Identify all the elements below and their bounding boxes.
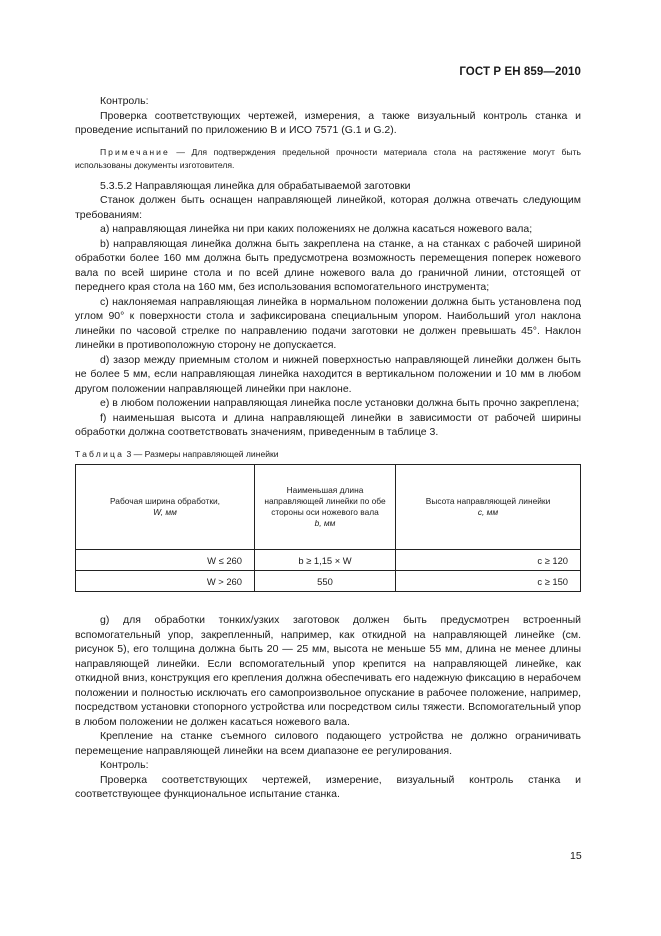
requirement-a: a) направляющая линейка ни при каких положениях не должна касаться ножевого вала;: [100, 223, 533, 235]
requirement-b: b) направляющая линейка должна быть закреплена на станке, а на станках с рабочей шириной обработки более 160 мм должна быть предусмотрена возможность перемещения поперек ножевого вала по всей ширине стола и по всей длине ножевого вала до граничной линии, отстоящей от переднего края стола на 160 мм, без использования вспомогательного инструмента;: [75, 237, 581, 293]
note: [75, 146, 581, 172]
requirement-c: c) наклоняемая направляющая линейка в нормальном положении должна быть установлена под углом 90° к поверхности стола и зафиксирована специальным упором. Наибольший угол наклона линейки по часовой стрелке по направлению подачи заготовки не должен превышать 45°. Наклон линейки в противоположную сторону не допускается.: [75, 295, 581, 351]
requirement-d: d) зазор между приемным столом и нижней поверхностью направляющей линейки должен быть не более 5 мм, если направляющая линейка находится в вертикальном положении и 10 мм в любом другом положении направляющей линейки при наклоне.: [75, 353, 581, 395]
cell-width: W ≤ 260: [76, 550, 255, 571]
cell-length: b ≥ 1,15 × W: [255, 550, 396, 571]
header-working-width: Рабочая ширина обработки, W, мм: [76, 465, 255, 550]
requirement-f: f) наименьшая высота и длина направляющей линейки в зависимости от рабочей ширины обработки должна соответствовать значениям, приведенным в таблице 3.: [75, 411, 581, 438]
cell-width: W > 260: [76, 571, 255, 592]
feed-unit-paragraph: Крепление на станке съемного силового подающего устройства не должно ограничивать перемещение направляющей линейки на всем диапазоне ее регулирования.: [75, 730, 581, 757]
note-text: — Для подтверждения предельной прочности материала стола на растяжение могут быть использованы документы изготовителя.: [75, 146, 581, 170]
control-label: Контроль:: [100, 95, 149, 107]
control-text: Проверка соответствующих чертежей, измерения, а также визуальный контроль станка и проведение испытаний по приложению В и ИСО 7571 (G.1 и G.2).: [75, 109, 581, 136]
table-header-row: [76, 465, 581, 550]
table-row: [76, 571, 581, 592]
control-text: Проверка соответствующих чертежей, измерение, визуальный контроль станка и соответствующее функциональное испытание станка.: [75, 773, 581, 800]
header-fence-height: Высота направляющей линейки c, мм: [396, 465, 581, 550]
page-content: [75, 94, 581, 802]
note-label: Примечание: [100, 146, 170, 157]
dimensions-table: [75, 464, 581, 592]
intro-paragraph: Станок должен быть оснащен направляющей линейкой, которая должна отвечать следующим требованиям:: [75, 194, 581, 221]
requirement-e: e) в любом положении направляющая линейка после установки должна быть прочно закреплена;: [100, 397, 580, 409]
table-caption-text: 3 — Размеры направляющей линейки: [124, 448, 279, 459]
table-row: [76, 550, 581, 571]
section-title: 5.3.5.2 Направляющая линейка для обрабатываемой заготовки: [100, 179, 411, 192]
table-caption-label: Таблица: [75, 448, 125, 459]
cell-height: c ≥ 120: [396, 550, 581, 571]
table-caption: [75, 447, 581, 462]
control-label: Контроль:: [100, 759, 149, 771]
header-min-length: Наименьшая длина направляющей линейки по обе стороны оси ножевого вала b, мм: [255, 465, 396, 550]
page-number: 15: [570, 850, 582, 862]
cell-length: 550: [255, 571, 396, 592]
cell-height: c ≥ 150: [396, 571, 581, 592]
document-code: ГОСТ Р ЕН 859—2010: [459, 66, 581, 78]
requirement-g: g) для обработки тонких/узких заготовок должен быть предусмотрен встроенный вспомогательный упор, закрепленный, например, как откидной на направляющей линейке (см. рисунок 5), его толщина должна быть 20 — 25 мм, высота не меньше 55 мм, длина не менее длины направляющей линейки. Если вспомогательный упор крепится на направляющей линейке, как откидной вниз, конструкция его крепления должна обеспечивать его надежную фиксацию в нерабочем положении и полностью исключать его самопроизвольное опускание в рабочее положение, например, посредством установки стопорного устройства или посредством силы тяжести. Вспомогательный упор в любом положении не должен касаться ножевого вала.: [75, 614, 581, 728]
